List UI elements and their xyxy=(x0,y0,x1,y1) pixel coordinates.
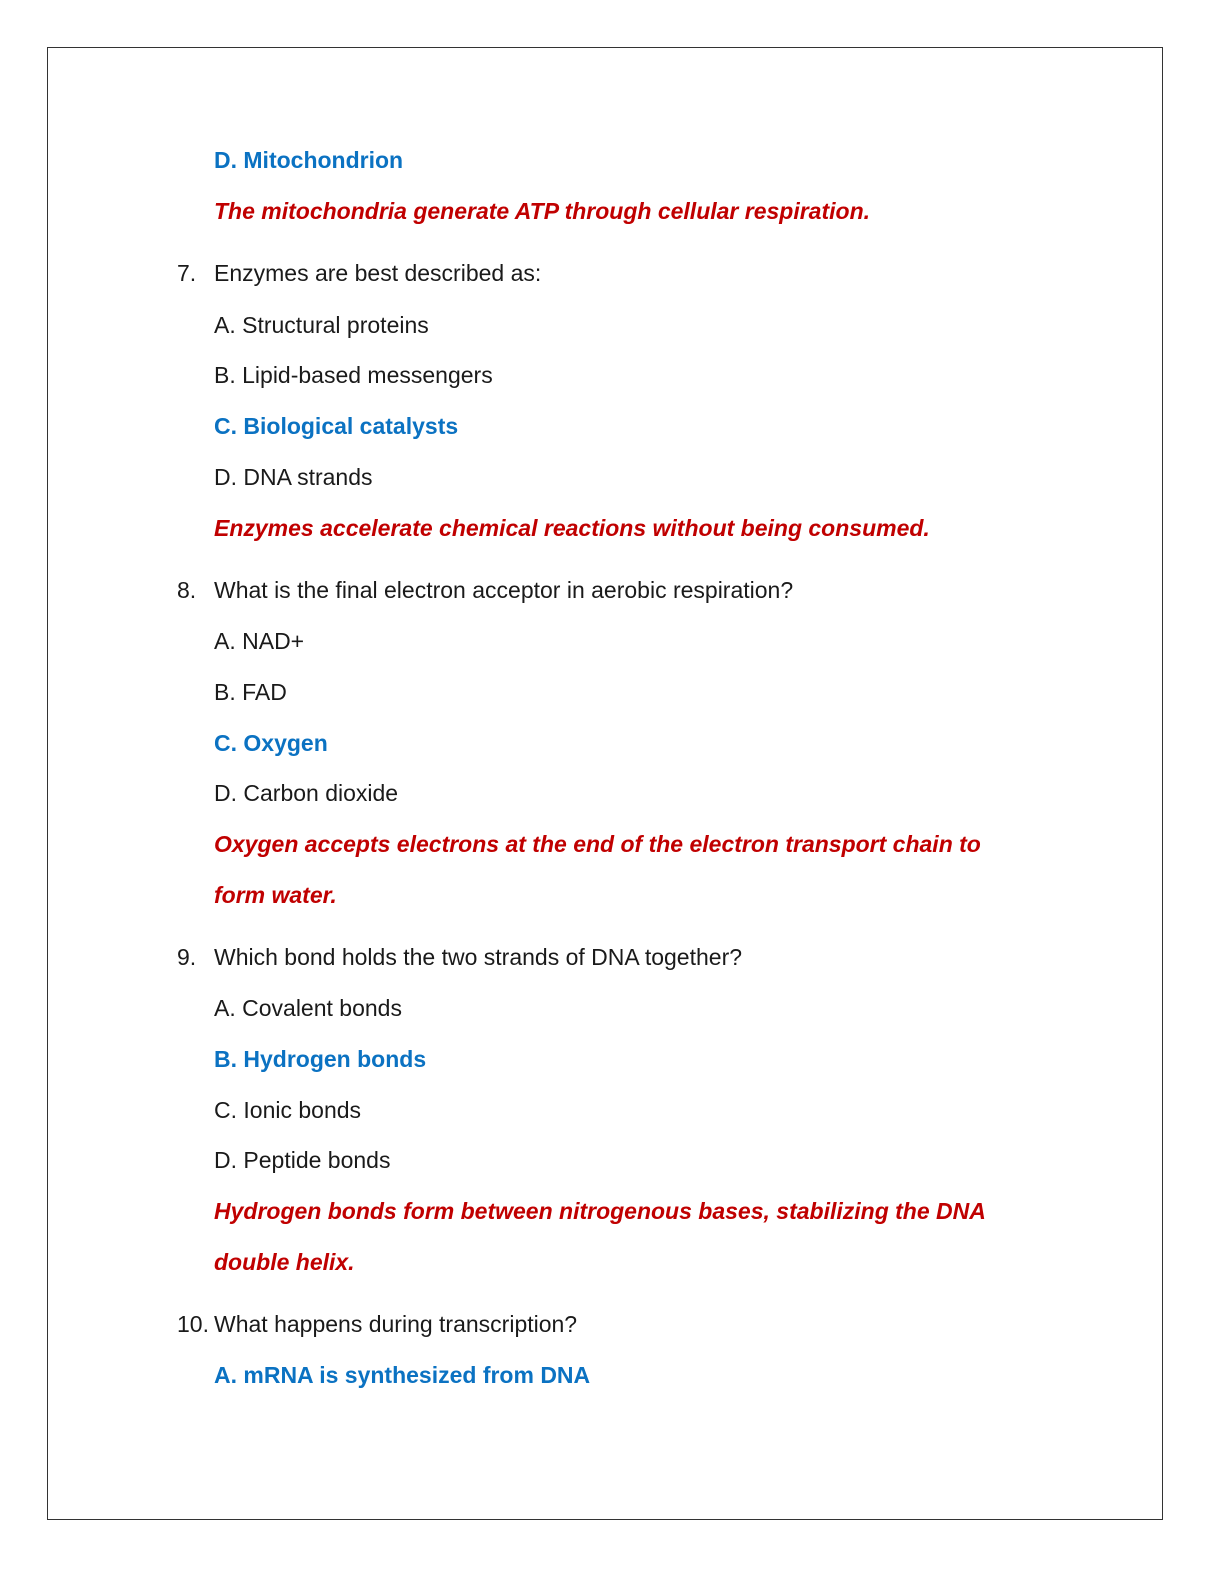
q7-option-a: A. Structural proteins xyxy=(214,312,429,338)
q8-text: What is the final electron acceptor in aerobic respiration? xyxy=(214,577,794,603)
q7-option-d: D. DNA strands xyxy=(214,464,373,490)
q9-option-a: A. Covalent bonds xyxy=(214,995,402,1021)
q8-number: 8. xyxy=(177,577,197,603)
q10-number: 10. xyxy=(177,1311,209,1337)
q9-text: Which bond holds the two strands of DNA together? xyxy=(214,944,743,970)
q8-explanation-line1: Oxygen accepts electrons at the end of the electron transport chain to xyxy=(214,831,981,857)
q9-option-d: D. Peptide bonds xyxy=(214,1147,391,1173)
q9-explanation-line2: double helix. xyxy=(214,1249,355,1275)
q6-explanation: The mitochondria generate ATP through cellular respiration. xyxy=(214,198,871,224)
q7-text: Enzymes are best described as: xyxy=(214,260,542,286)
q10-answer: A. mRNA is synthesized from DNA xyxy=(214,1362,591,1388)
q9-option-b: B. Hydrogen bonds xyxy=(214,1046,427,1072)
q9-explanation-line1: Hydrogen bonds form between nitrogenous bases, stabilizing the DNA xyxy=(214,1198,986,1224)
q7-option-c: C. Biological catalysts xyxy=(214,413,459,439)
q8-option-b: B. FAD xyxy=(214,679,287,705)
q7-option-b: B. Lipid-based messengers xyxy=(214,362,493,388)
q8-explanation-line2: form water. xyxy=(214,882,337,908)
q8-option-d: D. Carbon dioxide xyxy=(214,780,399,806)
q6-answer: D. Mitochondrion xyxy=(214,147,404,173)
q7-number: 7. xyxy=(177,260,197,286)
q8-option-c: C. Oxygen xyxy=(214,730,328,756)
q9-number: 9. xyxy=(177,944,197,970)
q7-explanation: Enzymes accelerate chemical reactions without being consumed. xyxy=(214,515,930,541)
q8-option-a: A. NAD+ xyxy=(214,628,305,654)
q9-option-c: C. Ionic bonds xyxy=(214,1097,362,1123)
q10-text: What happens during transcription? xyxy=(214,1311,578,1337)
